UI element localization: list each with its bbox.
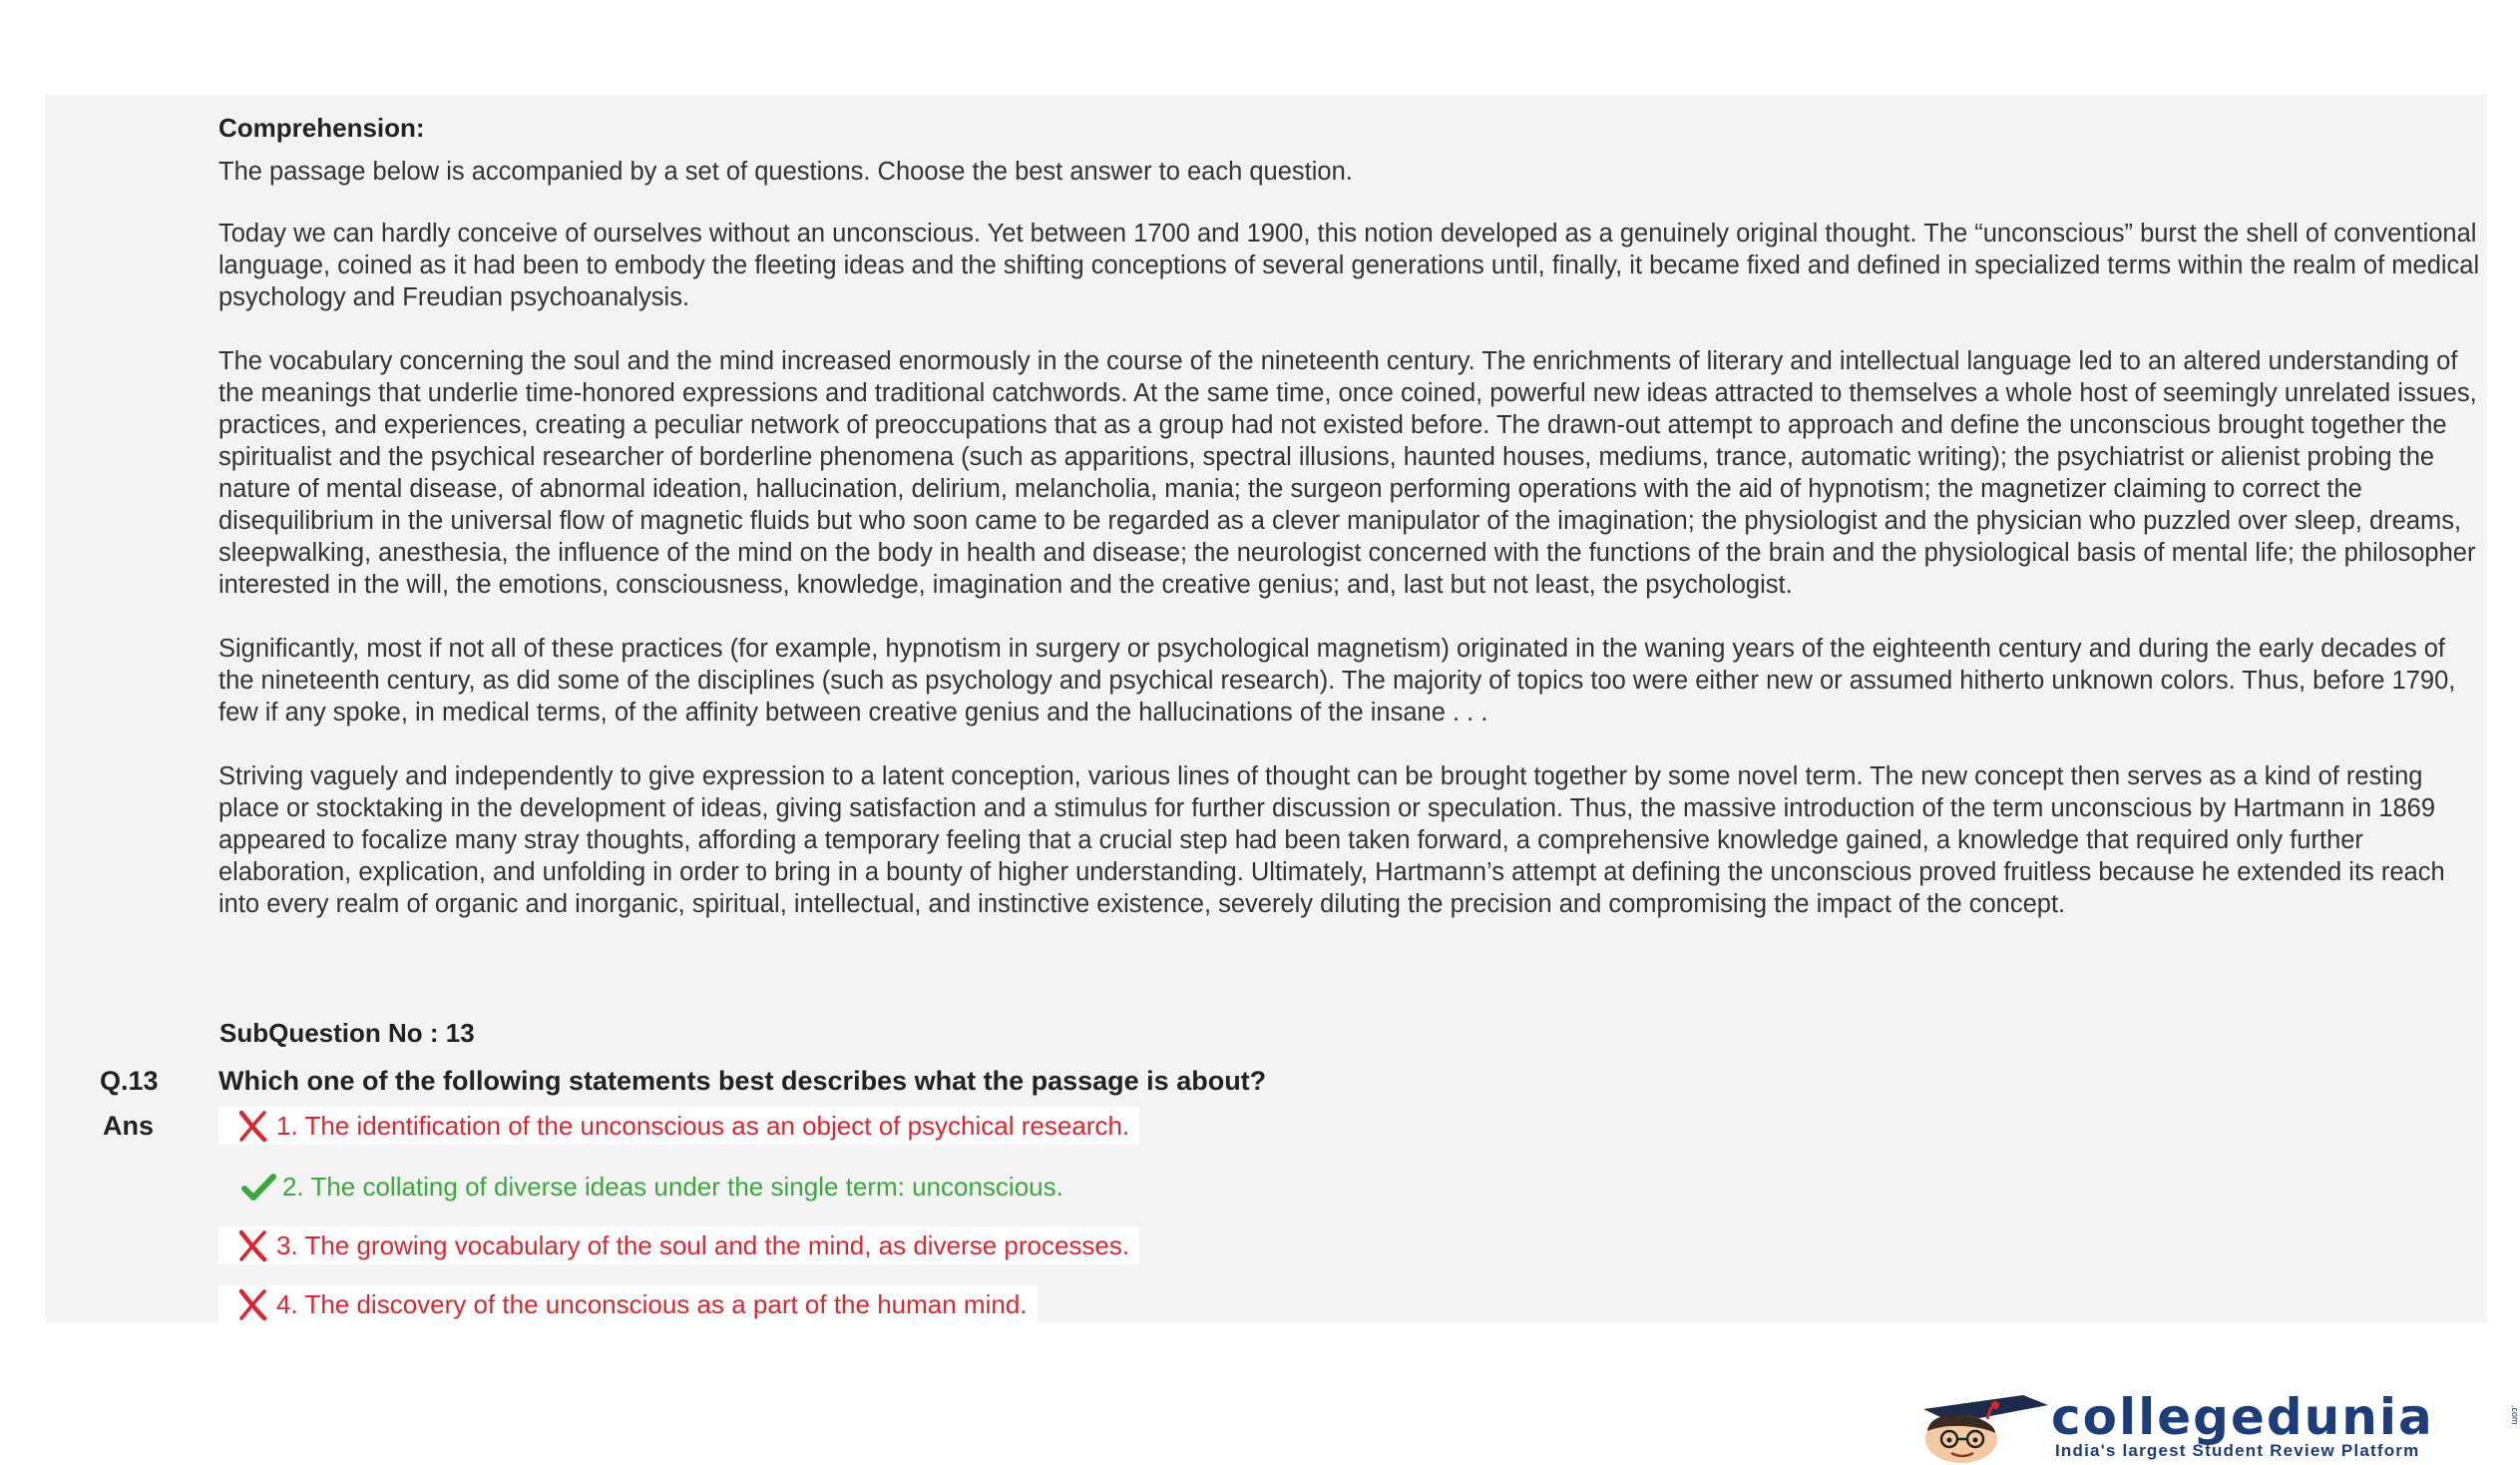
question-text: Which one of the following statements best describes what the passage is about? (218, 1066, 1267, 1096)
comprehension-heading: Comprehension: (218, 113, 425, 143)
comprehension-intro: The passage below is accompanied by a set of questions. Choose the best answer to each question. (218, 158, 1353, 186)
brand-name: collegedunia (2051, 1388, 2434, 1446)
answer-option-4[interactable] (218, 1285, 1038, 1323)
passage-paragraph: Today we can hardly conceive of ourselves without an unconscious. Yet between 1700 and 1900, this notion developed as a genuinely original thought. The “unconscious” burst the shell of conventional language, coined as it had been to embody the fleeting ideas and the shifting conceptions of several generations until, finally, it became fixed and defined in specialized terms within the realm of medical psychology and Freudian psychoanalysis. (218, 220, 2480, 311)
answer-option-label: 4. The discovery of the unconscious as a part of the human mind. (276, 1288, 1028, 1319)
passage-paragraph: Striving vaguely and independently to give expression to a latent conception, various lines of thought can be brought together by some novel term. The new concept then serves as a kind of resting place or stocktaking in the development of ideas, giving satisfaction and a stimulus for further discussion or speculation. Thus, the massive introduction of the term unconscious by Hartmann in 1869 appeared to focalize many stray thoughts, affording a temporary feeling that a crucial step had been taken forward, a comprehensive knowledge gained, a knowledge that required only further elaboration, explication, and unfolding in order to bring in a bounty of higher understanding. Ultimately, Hartmann’s attempt at defining the unconscious proved fruitless because he extended its reach into every realm of organic and inorganic, spiritual, intellectual, and instinctive existence, severely diluting the precision and compromising the impact of the concept. (218, 762, 2445, 918)
comprehension-section (218, 112, 2483, 952)
brand-tagline: India's largest Student Review Platform (2055, 1441, 2420, 1460)
cross-icon (234, 1108, 270, 1144)
subquestion-label: SubQuestion No : 13 (219, 1018, 475, 1048)
graduate-mascot-icon (1884, 1387, 2053, 1465)
passage-paragraph: Significantly, most if not all of these practices (for example, hypnotism in surgery or psychological magnetism) originated in the waning years of the eighteenth century and during the early decades of the nineteenth century, as did some of the disciplines (such as psychology and psychical research). The majority of topics too were either new or assumed hitherto unknown colors. Thus, before 1790, few if any spoke, in medical terms, of the affinity between creative genius and the hallucinations of the insane . . . (218, 635, 2456, 727)
answer-option-1[interactable] (218, 1107, 1139, 1145)
question-number: Q.13 (100, 1066, 159, 1096)
answer-option-2[interactable] (218, 1168, 1073, 1206)
cross-icon (234, 1286, 270, 1322)
answer-option-label: 2. The collating of diverse ideas under the single term: unconscious. (282, 1171, 1063, 1202)
answer-option-3[interactable] (218, 1226, 1139, 1264)
answer-option-label: 3. The growing vocabulary of the soul and the mind, as diverse processes. (276, 1229, 1130, 1260)
passage-paragraph: The vocabulary concerning the soul and the mind increased enormously in the course of the nineteenth century. The enrichments of literary and intellectual language led to an altered understanding of the meanings that underlie time-honored expressions and traditional catchwords. At the same time, once coined, powerful new ideas attracted to themselves a whole host of seemingly unrelated issues, practices, and experiences, creating a peculiar network of preoccupations that as a group had not existed before. The drawn-out attempt to approach and define the unconscious brought together the spiritualist and the psychical researcher of borderline phenomena (such as apparitions, spectral illusions, haunted houses, mediums, trance, automatic writing); the psychiatrist or alienist probing the nature of mental disease, of abnormal ideation, hallucination, delirium, melancholia, mania; the surgeon performing operations with the aid of hypnotism; the magnetizer claiming to correct the disequilibrium in the universal flow of magnetic fluids but who soon came to be regarded as a clever manipulator of the imagination; the physiologist and the physician who puzzled over sleep, dreams, sleepwalking, anesthesia, the influence of the mind on the body in health and disease; the neurologist concerned with the functions of the brain and the physiological basis of mental life; the philosopher interested in the will, the emotions, consciousness, knowledge, imagination and the creative genius; and, last but not least, the psychologist. (218, 347, 2477, 599)
brand-suffix: .com (2510, 1405, 2520, 1425)
cross-icon (234, 1227, 270, 1263)
answer-option-label: 1. The identification of the unconscious as an object of psychical research. (276, 1110, 1130, 1141)
collegedunia-logo (1884, 1387, 2520, 1465)
check-icon (240, 1169, 276, 1205)
answer-label: Ans (103, 1111, 155, 1141)
